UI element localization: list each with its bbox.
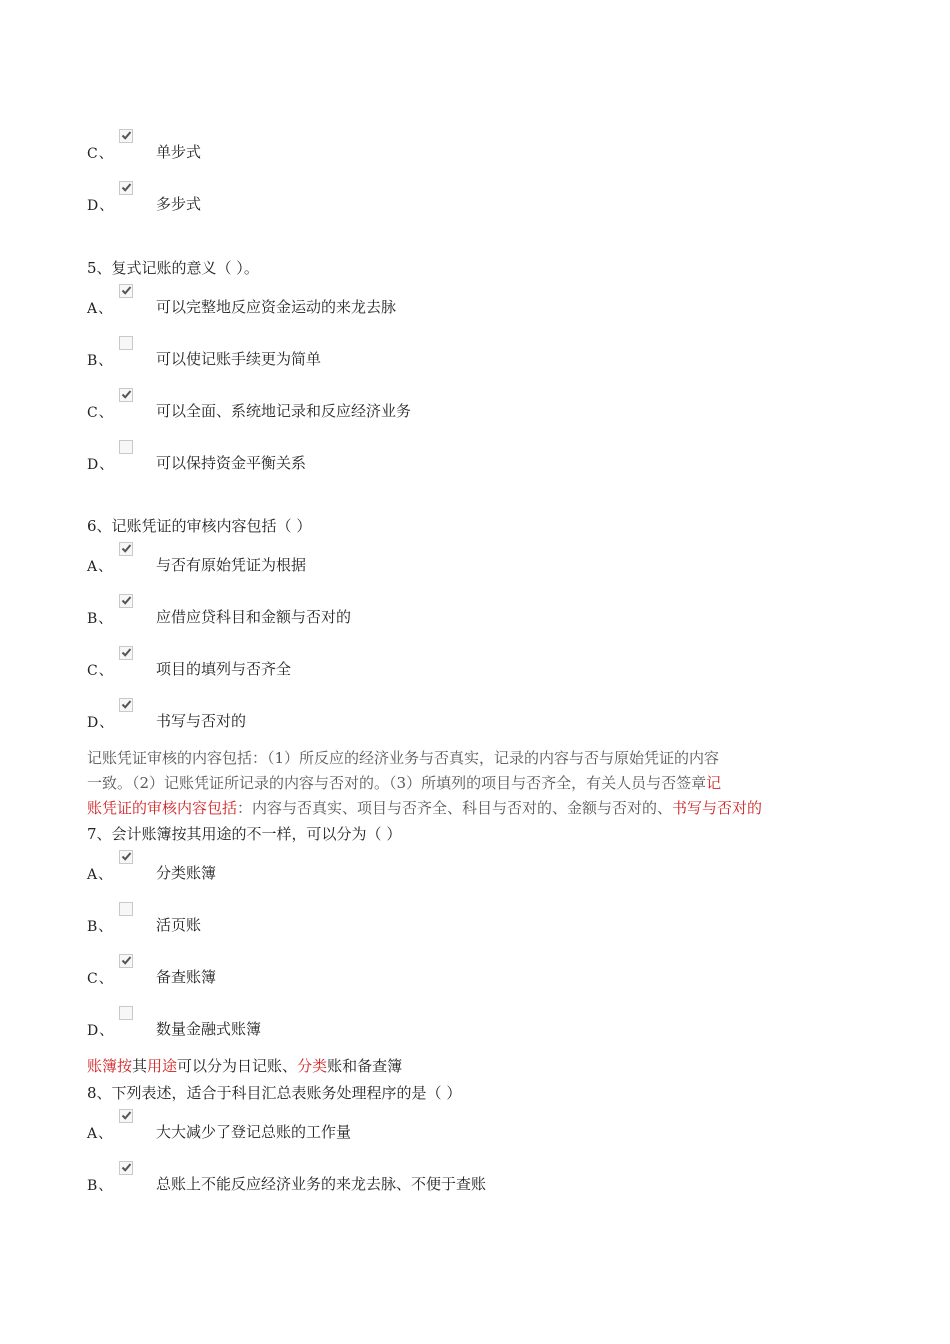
explanation-text: 记账凭证审核的内容包括：（1）所反应的经济业务与否真实，记录的内容与否与原始凭证的内容 — [87, 749, 720, 767]
option-text: 数量金融式账簿 — [156, 1020, 262, 1038]
option-text: 备查账簿 — [156, 968, 217, 986]
checked-checkbox-icon[interactable] — [119, 388, 133, 402]
answer-option — [87, 129, 847, 162]
highlighted-text: 记 — [706, 774, 722, 792]
answer-option — [87, 1161, 847, 1194]
option-text: 多步式 — [156, 195, 202, 213]
answer-option — [87, 440, 847, 473]
unchecked-checkbox-icon[interactable] — [119, 336, 133, 350]
explanation-line — [87, 746, 817, 771]
option-text: 可以全面、系统地记录和反应经济业务 — [156, 402, 412, 420]
answer-option — [87, 698, 847, 731]
option-letter: B、 — [87, 1178, 114, 1194]
question-title: 8、下列表述，适合于科目汇总表账务处理程序的是（ ） — [87, 1084, 462, 1102]
option-text: 书写与否对的 — [156, 712, 247, 730]
option-letter: C、 — [87, 405, 114, 421]
highlighted-text: 分类 — [297, 1057, 328, 1075]
option-text: 应借应贷科目和金额与否对的 — [156, 608, 352, 626]
explanation-text: 其 — [132, 1057, 148, 1075]
option-text: 项目的填列与否齐全 — [156, 660, 292, 678]
checked-checkbox-icon[interactable] — [119, 181, 133, 195]
explanation-text: 可以分为日记账、 — [177, 1057, 298, 1075]
answer-option — [87, 954, 847, 987]
option-text: 与否有原始凭证为根据 — [156, 556, 307, 574]
option-letter: B、 — [87, 353, 114, 369]
option-text: 分类账簿 — [156, 864, 217, 882]
answer-option — [87, 181, 847, 214]
unchecked-checkbox-icon[interactable] — [119, 1006, 133, 1020]
answer-option — [87, 1006, 847, 1039]
checked-checkbox-icon[interactable] — [119, 1161, 133, 1175]
checked-checkbox-icon[interactable] — [119, 1109, 133, 1123]
unchecked-checkbox-icon[interactable] — [119, 440, 133, 454]
option-text: 活页账 — [156, 916, 202, 934]
answer-option — [87, 284, 847, 317]
answer-explanation — [87, 746, 817, 821]
checked-checkbox-icon[interactable] — [119, 646, 133, 660]
option-text: 可以使记账手续更为简单 — [156, 350, 322, 368]
option-letter: A、 — [87, 301, 114, 317]
option-text: 可以完整地反应资金运动的来龙去脉 — [156, 298, 397, 316]
option-letter: C、 — [87, 146, 114, 162]
option-letter: D、 — [87, 715, 115, 731]
option-letter: B、 — [87, 919, 114, 935]
option-letter: C、 — [87, 971, 114, 987]
highlighted-text: 账凭证的审核内容包括 — [87, 799, 238, 817]
checked-checkbox-icon[interactable] — [119, 698, 133, 712]
unchecked-checkbox-icon[interactable] — [119, 902, 133, 916]
explanation-text: ：内容与否真实、项目与否齐全、科目与否对的、金额与否对的、 — [237, 799, 673, 817]
option-text: 大大减少了登记总账的工作量 — [156, 1123, 352, 1141]
answer-option — [87, 388, 847, 421]
checked-checkbox-icon[interactable] — [119, 850, 133, 864]
answer-option — [87, 1109, 847, 1142]
option-letter: C、 — [87, 663, 114, 679]
option-letter: D、 — [87, 198, 115, 214]
option-letter: A、 — [87, 867, 114, 883]
checked-checkbox-icon[interactable] — [119, 129, 133, 143]
question-title: 5、复式记账的意义（ ）。 — [87, 259, 259, 277]
answer-option — [87, 594, 847, 627]
checked-checkbox-icon[interactable] — [119, 542, 133, 556]
checked-checkbox-icon[interactable] — [119, 594, 133, 608]
explanation-line — [87, 1054, 817, 1079]
option-text: 总账上不能反应经济业务的来龙去脉、不便于查账 — [156, 1175, 487, 1193]
option-text: 单步式 — [156, 143, 202, 161]
answer-option — [87, 850, 847, 883]
checked-checkbox-icon[interactable] — [119, 954, 133, 968]
highlighted-text: 用途 — [147, 1057, 178, 1075]
option-letter: A、 — [87, 1126, 114, 1142]
question-title: 7、会计账簿按其用途的不一样，可以分为（ ） — [87, 825, 402, 843]
option-letter: A、 — [87, 559, 114, 575]
answer-option — [87, 646, 847, 679]
explanation-text: 一致。（2）记账凭证所记录的内容与否对的。（3）所填列的项目与否齐全，有关人员与否签章 — [87, 774, 707, 792]
highlighted-text: 账簿按 — [87, 1057, 133, 1075]
option-letter: D、 — [87, 1023, 115, 1039]
option-letter: B、 — [87, 611, 114, 627]
highlighted-text: 书写与否对的 — [672, 799, 763, 817]
answer-explanation — [87, 1054, 817, 1079]
question-title: 6、记账凭证的审核内容包括（ ） — [87, 517, 312, 535]
explanation-text: 账和备查簿 — [327, 1057, 403, 1075]
explanation-line — [87, 771, 817, 796]
option-text: 可以保持资金平衡关系 — [156, 454, 307, 472]
answer-option — [87, 542, 847, 575]
explanation-line — [87, 796, 817, 821]
answer-option — [87, 902, 847, 935]
checked-checkbox-icon[interactable] — [119, 284, 133, 298]
option-letter: D、 — [87, 457, 115, 473]
answer-option — [87, 336, 847, 369]
